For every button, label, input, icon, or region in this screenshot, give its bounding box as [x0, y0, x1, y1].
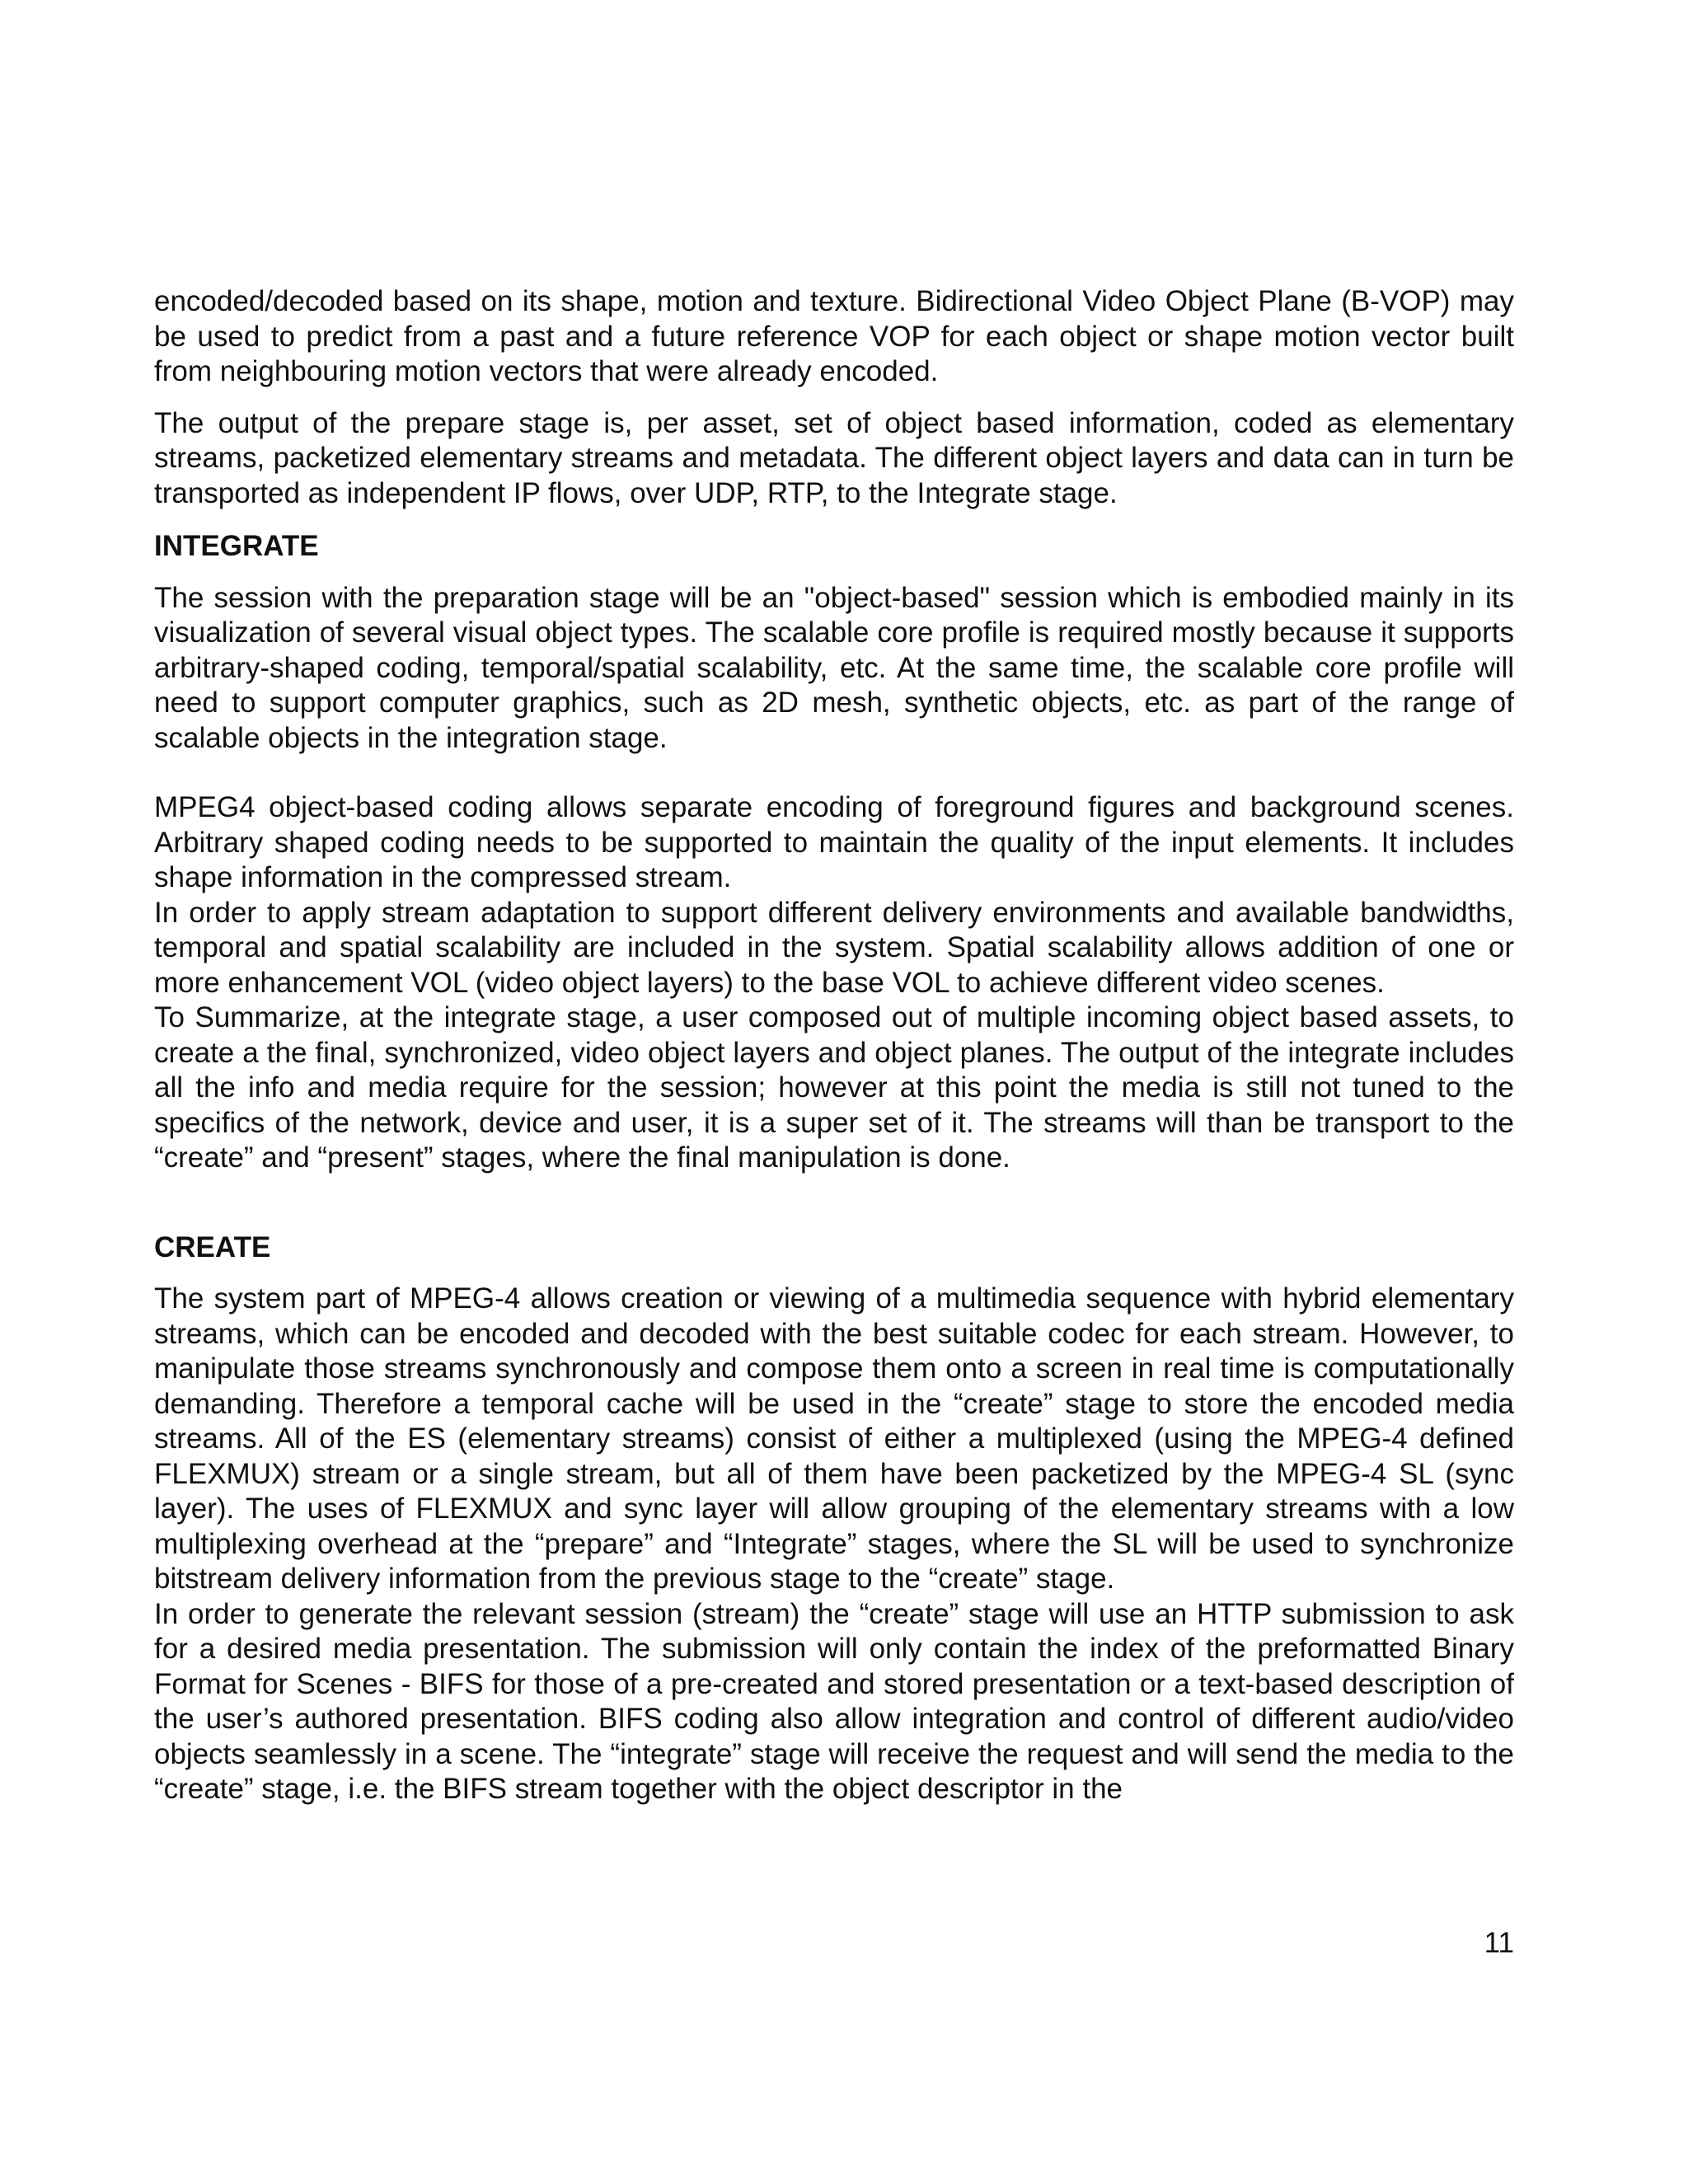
page-number: 11	[1484, 1927, 1514, 1959]
paragraph-create-system: The system part of MPEG-4 allows creation or viewing of a multimedia sequence with hybrid elementary streams, which can be encoded and decoded with the best suitable codec for each stream. However, to manipulate those streams synchronously and compose them onto a screen in real time is computationally demanding. Therefore a temporal cache will be used in the “create” stage to store the encoded media streams. All of the ES (elementary streams) consist of either a multiplexed (using the MPEG-4 defined FLEXMUX) stream or a single stream, but all of them have been packetized by the MPEG-4 SL (sync layer). The uses of FLEXMUX and sync layer will allow grouping of the elementary streams with a low multiplexing overhead at the “prepare” and “Integrate” stages, where the SL will be used to synchronize bitstream delivery information from the previous stage to the “create” stage.	[154, 1282, 1514, 1595]
document-body	[154, 284, 1514, 1807]
paragraph-scalability: In order to apply stream adaptation to support different delivery environments and available bandwidths, temporal and spatial scalability are included in the system. Spatial scalability allows addition of one or more enhancement VOL (video object layers) to the base VOL to achieve different video scenes.	[154, 896, 1514, 999]
paragraph-create-http: In order to generate the relevant session (stream) the “create” stage will use an HTTP submission to ask for a desired media presentation. The submission will only contain the index of the preformatted Binary Format for Scenes - BIFS for those of a pre-created and stored presentation or a text-based description of the user’s authored presentation. BIFS coding also allow integration and control of different audio/video objects seamlessly in a scene. The “integrate” stage will receive the request and will send the media to the “create” stage, i.e. the BIFS stream together with the object descriptor in the	[154, 1597, 1514, 1805]
paragraph-integrate-session: The session with the preparation stage will be an "object-based" session which is embodied mainly in its visualization of several visual object types. The scalable core profile is required mostly because it supports arbitrary-shaped coding, temporal/spatial scalability, etc. At the same time, the scalable core profile will need to support computer graphics, such as 2D mesh, synthetic objects, etc. as part of the range of scalable objects in the integration stage.	[154, 581, 1514, 754]
paragraph-integrate-summary: To Summarize, at the integrate stage, a user composed out of multiple incoming object based assets, to create a the final, synchronized, video object layers and object planes. The output of the integrate includes all the info and media require for the session; however at this point the media is still not tuned to the specifics of the network, device and user, it is a super set of it. The streams will than be transport to the “create” and “present” stages, where the final manipulation is done.	[154, 1001, 1514, 1174]
paragraph-bvop: encoded/decoded based on its shape, motion and texture. Bidirectional Video Object Plane (B-VOP) may be used to predict from a past and a future reference VOP for each object or shape motion vector built from neighbouring motion vectors that were already encoded.	[154, 285, 1514, 387]
paragraph-object-coding: MPEG4 object-based coding allows separate encoding of foreground figures and background scenes. Arbitrary shaped coding needs to be supported to maintain the quality of the input elements. It includes shape information in the compressed stream.	[154, 791, 1514, 893]
section-heading-integrate: INTEGRATE	[154, 530, 319, 562]
section-heading-create: CREATE	[154, 1230, 271, 1263]
paragraph-prepare-output: The output of the prepare stage is, per asset, set of object based information, coded as elementary streams, packetized elementary streams and metadata. The different object layers and data can in turn be transported as independent IP flows, over UDP, RTP, to the Integrate stage.	[154, 406, 1514, 509]
